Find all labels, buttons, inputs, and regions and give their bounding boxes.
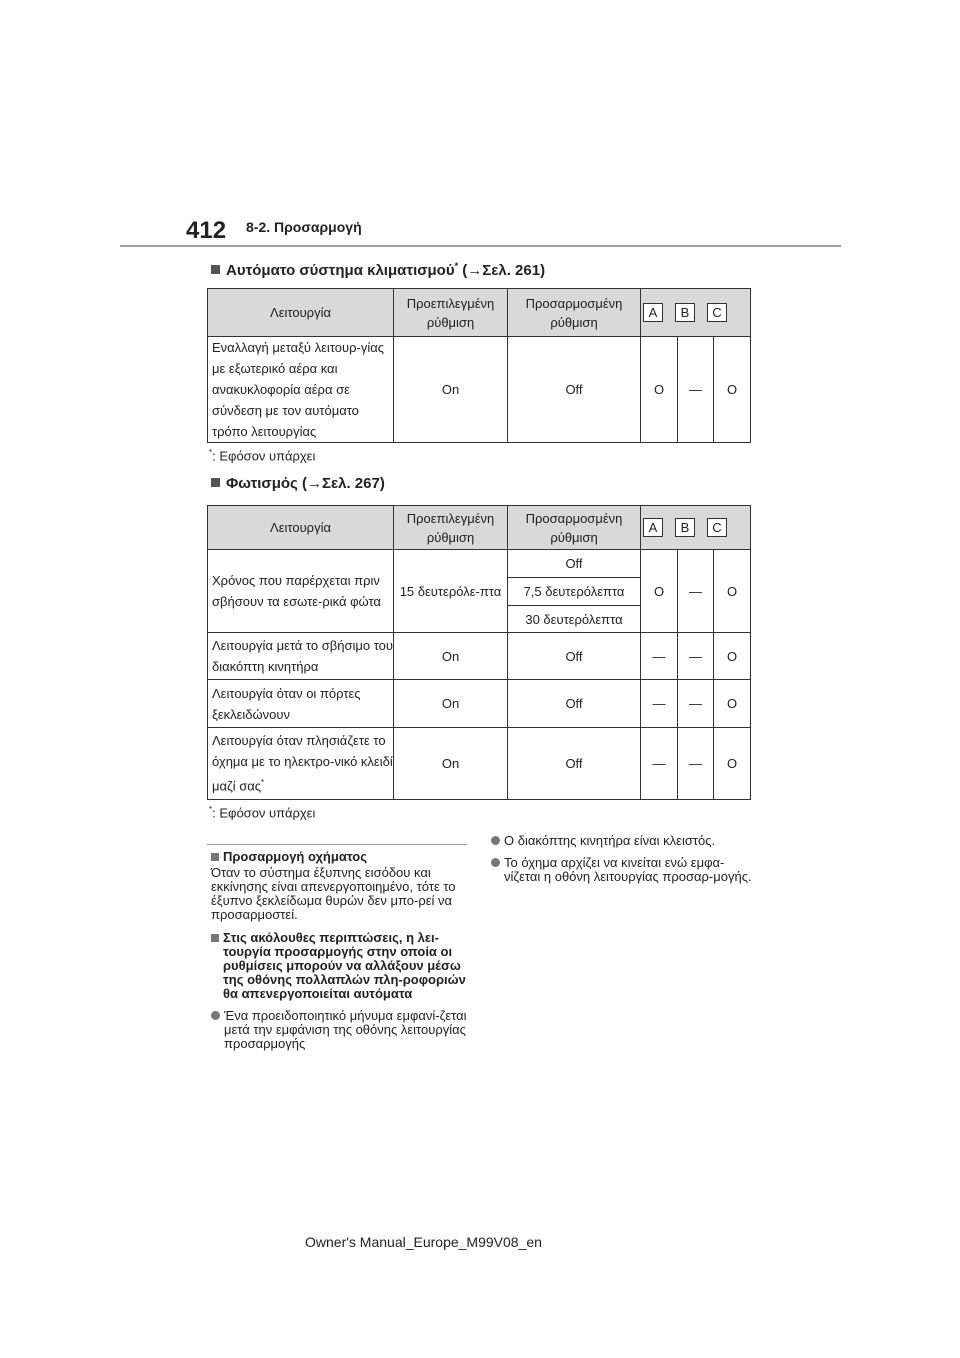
page-number: 412: [186, 217, 227, 244]
row-custom: Off: [508, 633, 641, 680]
label-b: B: [675, 303, 695, 322]
row-custom-option: 7,5 δευτερόλεπτα: [508, 578, 641, 606]
footnote-text: : Εφόσον υπάρχει: [212, 448, 316, 464]
footer-text: Owner's Manual_Europe_M99V08_en: [305, 1234, 542, 1250]
row-c: O: [714, 550, 751, 633]
row-default: On: [394, 680, 508, 728]
square-bullet-icon: [211, 934, 219, 942]
table-row: [208, 728, 751, 800]
table-header-row: [208, 506, 751, 550]
row-a: —: [641, 680, 678, 728]
note-bullet-text: Το όχημα αρχίζει να κινείται ενώ εμφα-νίζεται η οθόνη λειτουργίας προσαρ-μογής.: [504, 855, 752, 884]
section2-heading: [211, 475, 385, 492]
footnote-2: *: Εφόσον υπάρχει: [209, 805, 316, 821]
col-header-abc: [641, 289, 751, 337]
footnote-mark: *: [261, 778, 265, 788]
note-bullet: [211, 1009, 469, 1051]
row-a: O: [641, 337, 678, 443]
col-header-default: Προεπιλεγμένη ρύθμιση: [394, 289, 508, 337]
row-default: 15 δευτερόλε-πτα: [394, 550, 508, 633]
square-bullet-icon: [211, 853, 219, 861]
row-function: Λειτουργία όταν οι πόρτες ξεκλειδώνουν: [208, 680, 394, 728]
note-bullet: [491, 856, 753, 884]
row-c: O: [714, 337, 751, 443]
label-a: A: [643, 303, 663, 322]
note-bullet-text: Ο διακόπτης κινητήρα είναι κλειστός.: [504, 833, 716, 848]
row-function: Χρόνος που παρέρχεται πριν σβήσουν τα εσωτε-ρικά φώτα: [208, 550, 394, 633]
notes-left: [211, 850, 469, 1051]
row-a: —: [641, 728, 678, 800]
row-b: —: [678, 633, 714, 680]
table-row: [208, 337, 751, 443]
header-rule: [120, 245, 841, 247]
row-b: —: [678, 337, 714, 443]
row-custom-option: 30 δευτερόλεπτα: [508, 606, 641, 633]
row-b: —: [678, 550, 714, 633]
round-bullet-icon: [491, 858, 500, 867]
label-c: C: [707, 518, 727, 537]
col-header-function: Λειτουργία: [208, 289, 394, 337]
footnote-mark: *: [454, 261, 459, 271]
row-a: —: [641, 633, 678, 680]
label-b: B: [675, 518, 695, 537]
note-bullet: [491, 834, 753, 848]
row-c: O: [714, 633, 751, 680]
square-bullet-icon: [211, 265, 220, 274]
col-header-custom: Προσαρμοσμένη ρύθμιση: [508, 506, 641, 550]
notes-divider: [207, 844, 467, 845]
row-custom-option: Off: [508, 550, 641, 578]
note-heading-text: Προσαρμογή οχήματος: [223, 849, 367, 864]
row-custom: Off: [508, 680, 641, 728]
col-header-abc: [641, 506, 751, 550]
row-function: Λειτουργία μετά το σβήσιμο του διακόπτη κινητήρα: [208, 633, 394, 680]
table-row: [208, 633, 751, 680]
section1-title: Αυτόματο σύστημα κλιματισμού: [226, 262, 455, 279]
round-bullet-icon: [491, 836, 500, 845]
note-heading: [211, 850, 469, 864]
row-default: On: [394, 337, 508, 443]
row-custom: Off: [508, 728, 641, 800]
section1-ref: (→Σελ. 261): [458, 262, 546, 279]
row-a: O: [641, 550, 678, 633]
row-c: O: [714, 728, 751, 800]
label-a: A: [643, 518, 663, 537]
row-custom: Off: [508, 337, 641, 443]
row-b: —: [678, 680, 714, 728]
section1-heading: [211, 261, 545, 279]
row-function: [208, 728, 394, 800]
table-climate: [207, 288, 751, 443]
round-bullet-icon: [211, 1011, 220, 1020]
footnote-1: *: Εφόσον υπάρχει: [209, 448, 316, 464]
table-row: [208, 550, 751, 578]
section2-title: Φωτισμός: [226, 475, 298, 492]
col-header-function: Λειτουργία: [208, 506, 394, 550]
row-b: —: [678, 728, 714, 800]
col-header-custom: Προσαρμοσμένη ρύθμιση: [508, 289, 641, 337]
chapter-title: 8-2. Προσαρμογή: [246, 219, 362, 235]
col-header-default: Προεπιλεγμένη ρύθμιση: [394, 506, 508, 550]
note-heading: [211, 931, 469, 1001]
label-c: C: [707, 303, 727, 322]
note-heading-text: Στις ακόλουθες περιπτώσεις, η λει-τουργία προσαρμογής στην οποία οι ρυθμίσεις μπορούν να αλλάξουν μέσω της οθόνης πολλαπλών πλη-ροφοριών θα απενεργοποιείται αυτόματα: [223, 930, 466, 1001]
table-header-row: [208, 289, 751, 337]
footnote-text: : Εφόσον υπάρχει: [212, 805, 316, 821]
table-lighting: [207, 505, 751, 800]
row-default: On: [394, 728, 508, 800]
row-function: Εναλλαγή μεταξύ λειτουρ-γίας με εξωτερικό αέρα και ανακυκλοφορία αέρα σε σύνδεση με τον αυτόματο τρόπο λειτουργίας: [208, 337, 394, 443]
notes-right: [491, 834, 753, 884]
note-paragraph: Όταν το σύστημα έξυπνης εισόδου και εκκίνησης είναι απενεργοποιημένο, τότε το έξυπνο ξεκλείδωμα θυρών δεν μπο-ρεί να προσαρμοστεί.: [211, 865, 456, 922]
row-c: O: [714, 680, 751, 728]
section2-ref: (→Σελ. 267): [297, 475, 385, 492]
square-bullet-icon: [211, 478, 220, 487]
row-default: On: [394, 633, 508, 680]
note-bullet-text: Ένα προειδοποιητικό μήνυμα εμφανί-ζεται μετά την εμφάνιση της οθόνης λειτουργίας προσαρμογής: [224, 1008, 467, 1051]
row-function-text: Λειτουργία όταν πλησιάζετε το όχημα με το ηλεκτρο-νικό κλειδί μαζί σας: [212, 733, 393, 794]
table-row: [208, 680, 751, 728]
